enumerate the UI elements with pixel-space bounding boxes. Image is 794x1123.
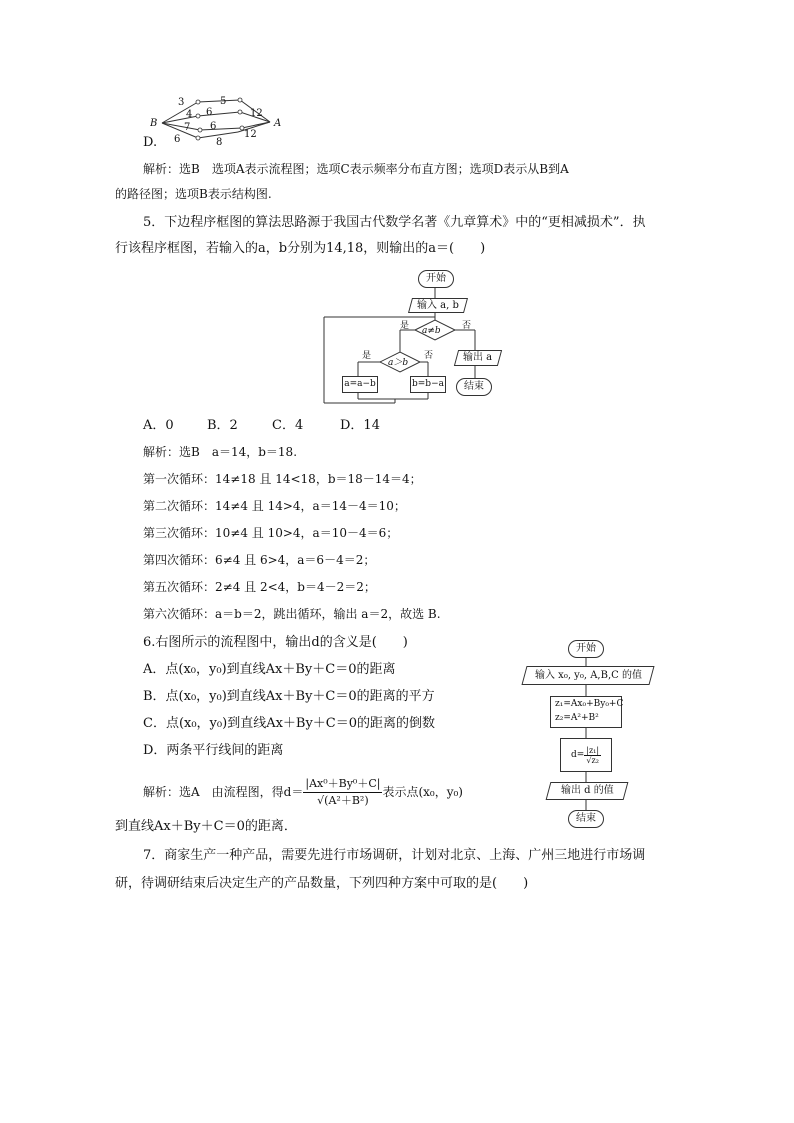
q5-assign-a: a=a−b — [342, 376, 378, 393]
svg-text:5: 5 — [220, 96, 227, 107]
q5-assign-b: b=b−a — [410, 376, 446, 393]
q5-solution-6: 第六次循环：a＝b＝2，跳出循环，输出 a＝2，故选 B. — [143, 607, 441, 621]
q6-input: 输入 x₀, y₀, A,B,C 的值 — [521, 666, 654, 685]
svg-text:8: 8 — [216, 137, 223, 148]
svg-text:12: 12 — [250, 108, 263, 119]
q6-option-b: B．点(x₀，y₀)到直线Ax＋By＋C＝0的距离的平方 — [143, 689, 435, 704]
node-a: A — [274, 118, 282, 129]
q5-solution-2: 第二次循环：14≠4 且 14>4，a＝14－4＝10； — [143, 499, 406, 513]
q6-output: 输出 d 的值 — [546, 782, 629, 800]
q5-option-a: A．0 — [143, 418, 174, 433]
q5-stem-line1: 5．下边程序框图的算法思路源于我国古代数学名著《九章算术》中的“更相减损术”．执 — [143, 215, 646, 230]
svg-text:是: 是 — [362, 351, 372, 361]
q6-z1: z₁=Ax₀+By₀+C — [555, 699, 624, 709]
svg-text:是: 是 — [400, 321, 410, 331]
q6-fraction-denominator: √(A²＋B²) — [317, 793, 369, 807]
q4-solution-line1: 解析：选B 选项A表示流程图；选项C表示频率分布直方图；选项D表示从B到A — [143, 162, 569, 176]
q5-input: 输入 a, b — [408, 298, 468, 313]
svg-text:3: 3 — [178, 97, 185, 108]
q6-solution-prefix: 解析：选A 由流程图，得d＝ — [143, 785, 304, 799]
q5-option-c: C．4 — [272, 418, 304, 433]
q4-solution-line2: 的路径图；选项B表示结构图. — [115, 187, 272, 201]
svg-text:6: 6 — [210, 121, 217, 132]
q6-option-c: C．点(x₀，y₀)到直线Ax＋By＋C＝0的距离的倒数 — [143, 716, 436, 731]
q5-end: 结束 — [456, 378, 492, 396]
q6-process-z — [550, 696, 622, 728]
q6-solution-suffix: 表示点(x₀，y₀) — [382, 785, 463, 799]
q5-stem-line2: 行该程序框图，若输入的a，b分别为14,18，则输出的a＝( ) — [115, 241, 486, 256]
q5-option-d: D．14 — [340, 418, 380, 433]
q6-start: 开始 — [568, 640, 604, 658]
q5-start: 开始 — [418, 270, 454, 288]
q6-end: 结束 — [568, 810, 604, 828]
q6-process-d: d= $\frac{\text{|z₁|}}{\text{√z₂}}$ — [560, 738, 612, 772]
svg-text:12: 12 — [244, 129, 257, 140]
q6-solution-line2: 到直线Ax＋By＋C＝0的距离． — [115, 819, 297, 834]
svg-text:否: 否 — [462, 321, 472, 331]
q5-solution-3: 第三次循环：10≠4 且 10>4，a＝10－4＝6； — [143, 526, 399, 540]
svg-text:7: 7 — [184, 122, 191, 133]
q5-solution-1: 第一次循环：14≠18 且 14<18，b＝18－14＝4； — [143, 472, 422, 486]
q5-solution-0: 解析：选B a＝14，b＝18. — [143, 445, 298, 459]
q6-stem: 6.右图所示的流程图中，输出d的含义是( ) — [143, 635, 408, 650]
q6-distance-fraction — [303, 776, 382, 809]
q5-solution-4: 第四次循环：6≠4 且 6>4，a＝6－4＝2； — [143, 553, 376, 567]
q7-stem-line2: 研，待调研结束后决定生产的产品数量，下列四种方案中可取的是( ) — [115, 876, 529, 891]
q5-output: 输出 a — [454, 350, 502, 366]
q6-solution-line1 — [143, 772, 463, 812]
q7-stem-line1: 7．商家生产一种产品，需要先进行市场调研，计划对北京、上海、广州三地进行市场调 — [143, 848, 646, 863]
q6-fraction-numerator: |Ax⁰＋By⁰＋C| — [303, 776, 382, 793]
node-b: B — [150, 118, 158, 129]
q5-cond2: a＞b — [388, 358, 409, 368]
q6-option-a: A．点(x₀，y₀)到直线Ax＋By＋C＝0的距离 — [143, 662, 396, 677]
path-graph-figure — [150, 92, 290, 152]
q5-flowchart — [320, 266, 510, 406]
q6-flowchart — [518, 638, 668, 830]
svg-text:4: 4 — [186, 109, 193, 120]
q6-option-d: D．两条平行线间的距离 — [143, 743, 284, 758]
q5-solution-5: 第五次循环：2≠4 且 2<4，b＝4－2＝2； — [143, 580, 376, 594]
svg-text:否: 否 — [424, 351, 434, 361]
q6-z2: z₂=A²+B² — [555, 713, 599, 723]
option-d-label: D. — [143, 135, 158, 150]
svg-text:6: 6 — [174, 134, 181, 145]
svg-text:6: 6 — [206, 107, 213, 118]
q5-option-b: B．2 — [207, 418, 238, 433]
q5-cond1: a≠b — [422, 326, 441, 336]
